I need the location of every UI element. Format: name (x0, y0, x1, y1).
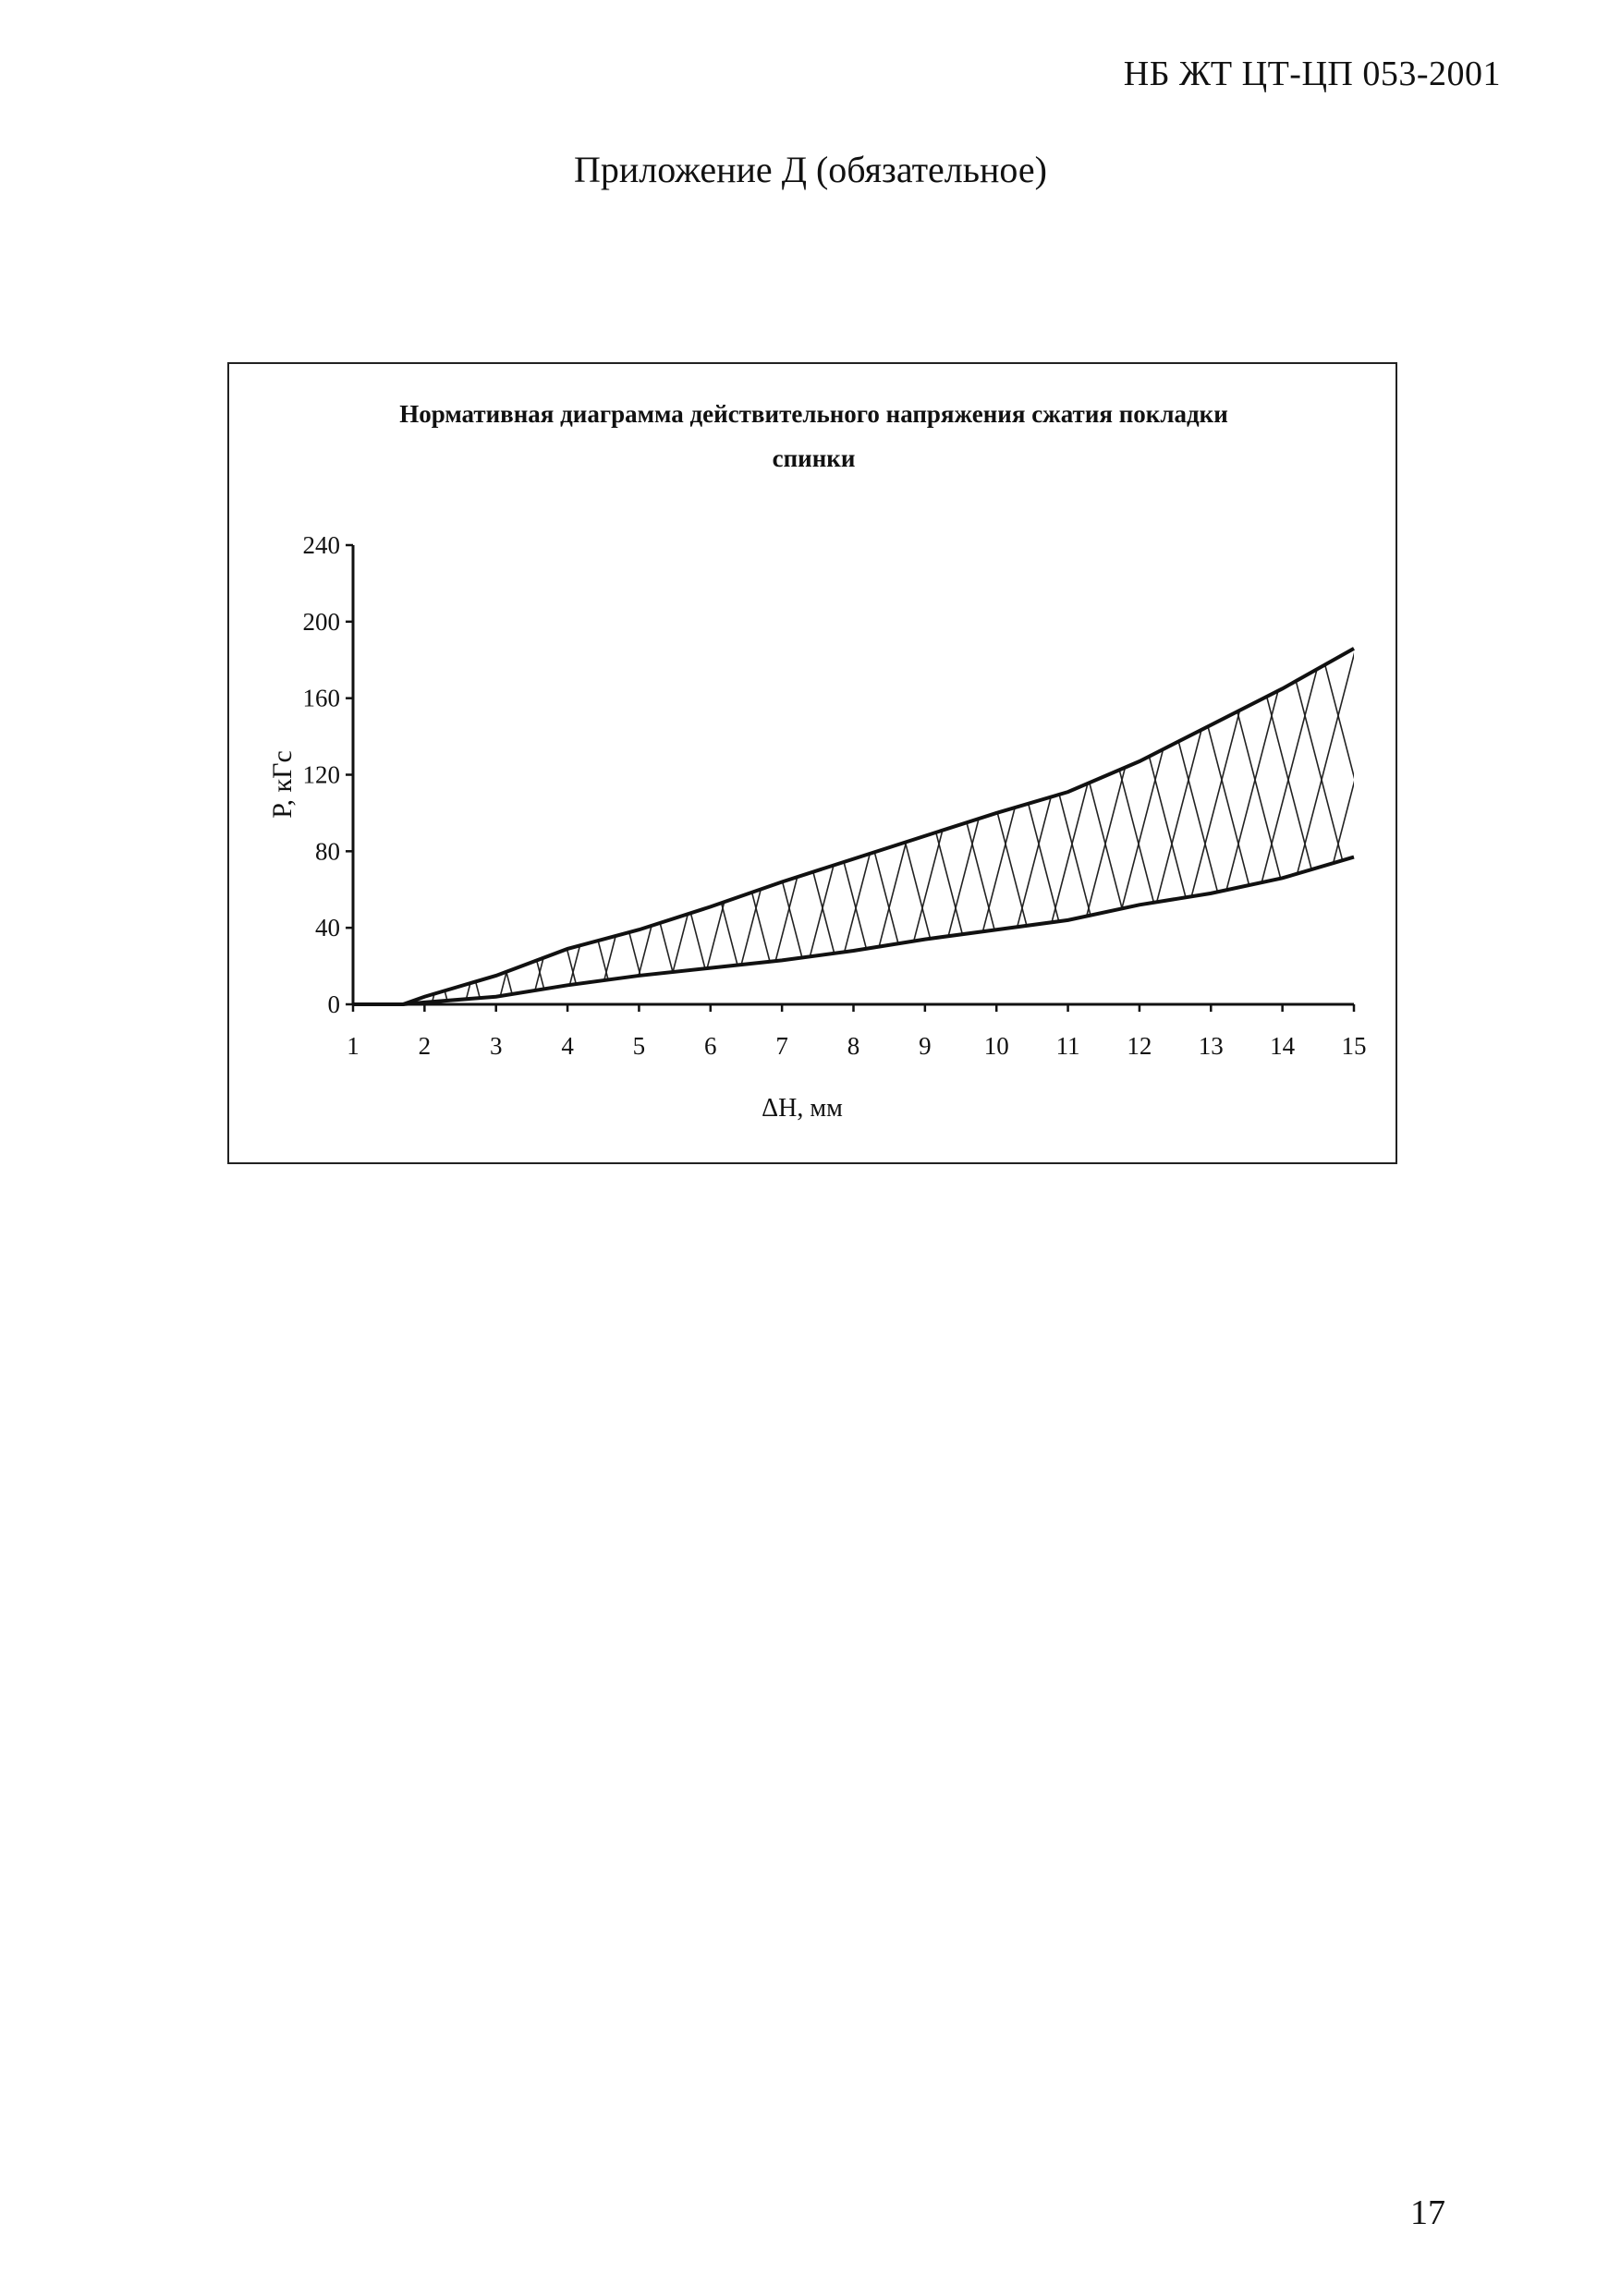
hatch-line (858, 530, 987, 1029)
hatch-line (229, 530, 288, 1029)
y-tick-label: 200 (302, 607, 340, 636)
hatch-line (957, 530, 1087, 1029)
hatch-line (392, 530, 521, 1029)
x-tick-label: 14 (1270, 1032, 1296, 1060)
appendix-title: Приложение Д (обязательное) (574, 149, 1047, 190)
hatch-line (359, 530, 488, 1029)
hatch-line (1323, 530, 1396, 1029)
y-tick-label: 80 (315, 837, 340, 866)
hatch-line (1157, 530, 1286, 1029)
hatch-line (1024, 530, 1153, 1029)
page-number: 17 (1410, 2193, 1445, 2232)
hatch-line (1323, 530, 1396, 1029)
hatch-line (924, 530, 1054, 1029)
hatch-line (891, 530, 1020, 1029)
y-tick-label: 240 (302, 531, 340, 559)
hatch-line (229, 530, 288, 1029)
x-tick-label: 10 (983, 1032, 1009, 1060)
hatch-line (325, 530, 455, 1029)
hatch-line (1057, 530, 1187, 1029)
x-tick-label: 3 (489, 1032, 503, 1060)
hatch-line (1190, 530, 1320, 1029)
chart-plot (229, 364, 1396, 1162)
y-tick-label: 0 (327, 990, 340, 1018)
x-axis-label: ΔH, мм (762, 1094, 843, 1123)
hatch-line (425, 530, 555, 1029)
x-tick-label: 13 (1198, 1032, 1224, 1060)
x-tick-label: 6 (704, 1032, 717, 1060)
hatch-line (1091, 530, 1220, 1029)
y-axis-label: P, кГс (267, 750, 298, 819)
hatch-line (1257, 530, 1386, 1029)
hatch-line (957, 530, 1087, 1029)
hatch-line (1390, 530, 1396, 1029)
chart-frame (227, 362, 1397, 1164)
x-tick-label: 15 (1341, 1032, 1367, 1060)
hatch-line (858, 530, 987, 1029)
y-tick-label: 40 (315, 914, 340, 942)
y-tick-label: 120 (302, 760, 340, 789)
hatch-line (525, 530, 654, 1029)
hatch-line (458, 530, 588, 1029)
hatch-line (1390, 530, 1396, 1029)
hatch-line (229, 530, 255, 1029)
x-tick-label: 11 (1055, 1032, 1080, 1060)
hatch-line (1290, 530, 1396, 1029)
x-tick-label: 2 (418, 1032, 432, 1060)
hatch-line (824, 530, 954, 1029)
x-tick-label: 7 (775, 1032, 788, 1060)
hatch-line (359, 530, 488, 1029)
hatch-line (1024, 530, 1153, 1029)
x-tick-label: 12 (1127, 1032, 1152, 1060)
x-tick-label: 8 (847, 1032, 860, 1060)
hatch-line (1357, 530, 1396, 1029)
document-code: НБ ЖТ ЦТ-ЦП 053-2001 (1123, 55, 1501, 93)
hatch-line (392, 530, 521, 1029)
hatch-line (824, 530, 954, 1029)
x-tick-label: 1 (347, 1032, 360, 1060)
x-tick-label: 4 (561, 1032, 574, 1060)
x-tick-label: 9 (919, 1032, 932, 1060)
chart-title: Нормативная диаграмма действительного напряжения сжатия покладки спинки (399, 400, 1228, 472)
hatch-line (425, 530, 555, 1029)
hatch-line (791, 530, 920, 1029)
y-tick-label: 160 (302, 684, 340, 712)
hatch-line (1357, 530, 1396, 1029)
hatch-line (1124, 530, 1253, 1029)
hatch-line (924, 530, 1054, 1029)
hatch-line (1290, 530, 1396, 1029)
hatch-line (1224, 530, 1353, 1029)
hatch-line (229, 530, 255, 1029)
x-tick-label: 5 (632, 1032, 646, 1060)
hatch-line (325, 530, 455, 1029)
hatch-line (891, 530, 1020, 1029)
